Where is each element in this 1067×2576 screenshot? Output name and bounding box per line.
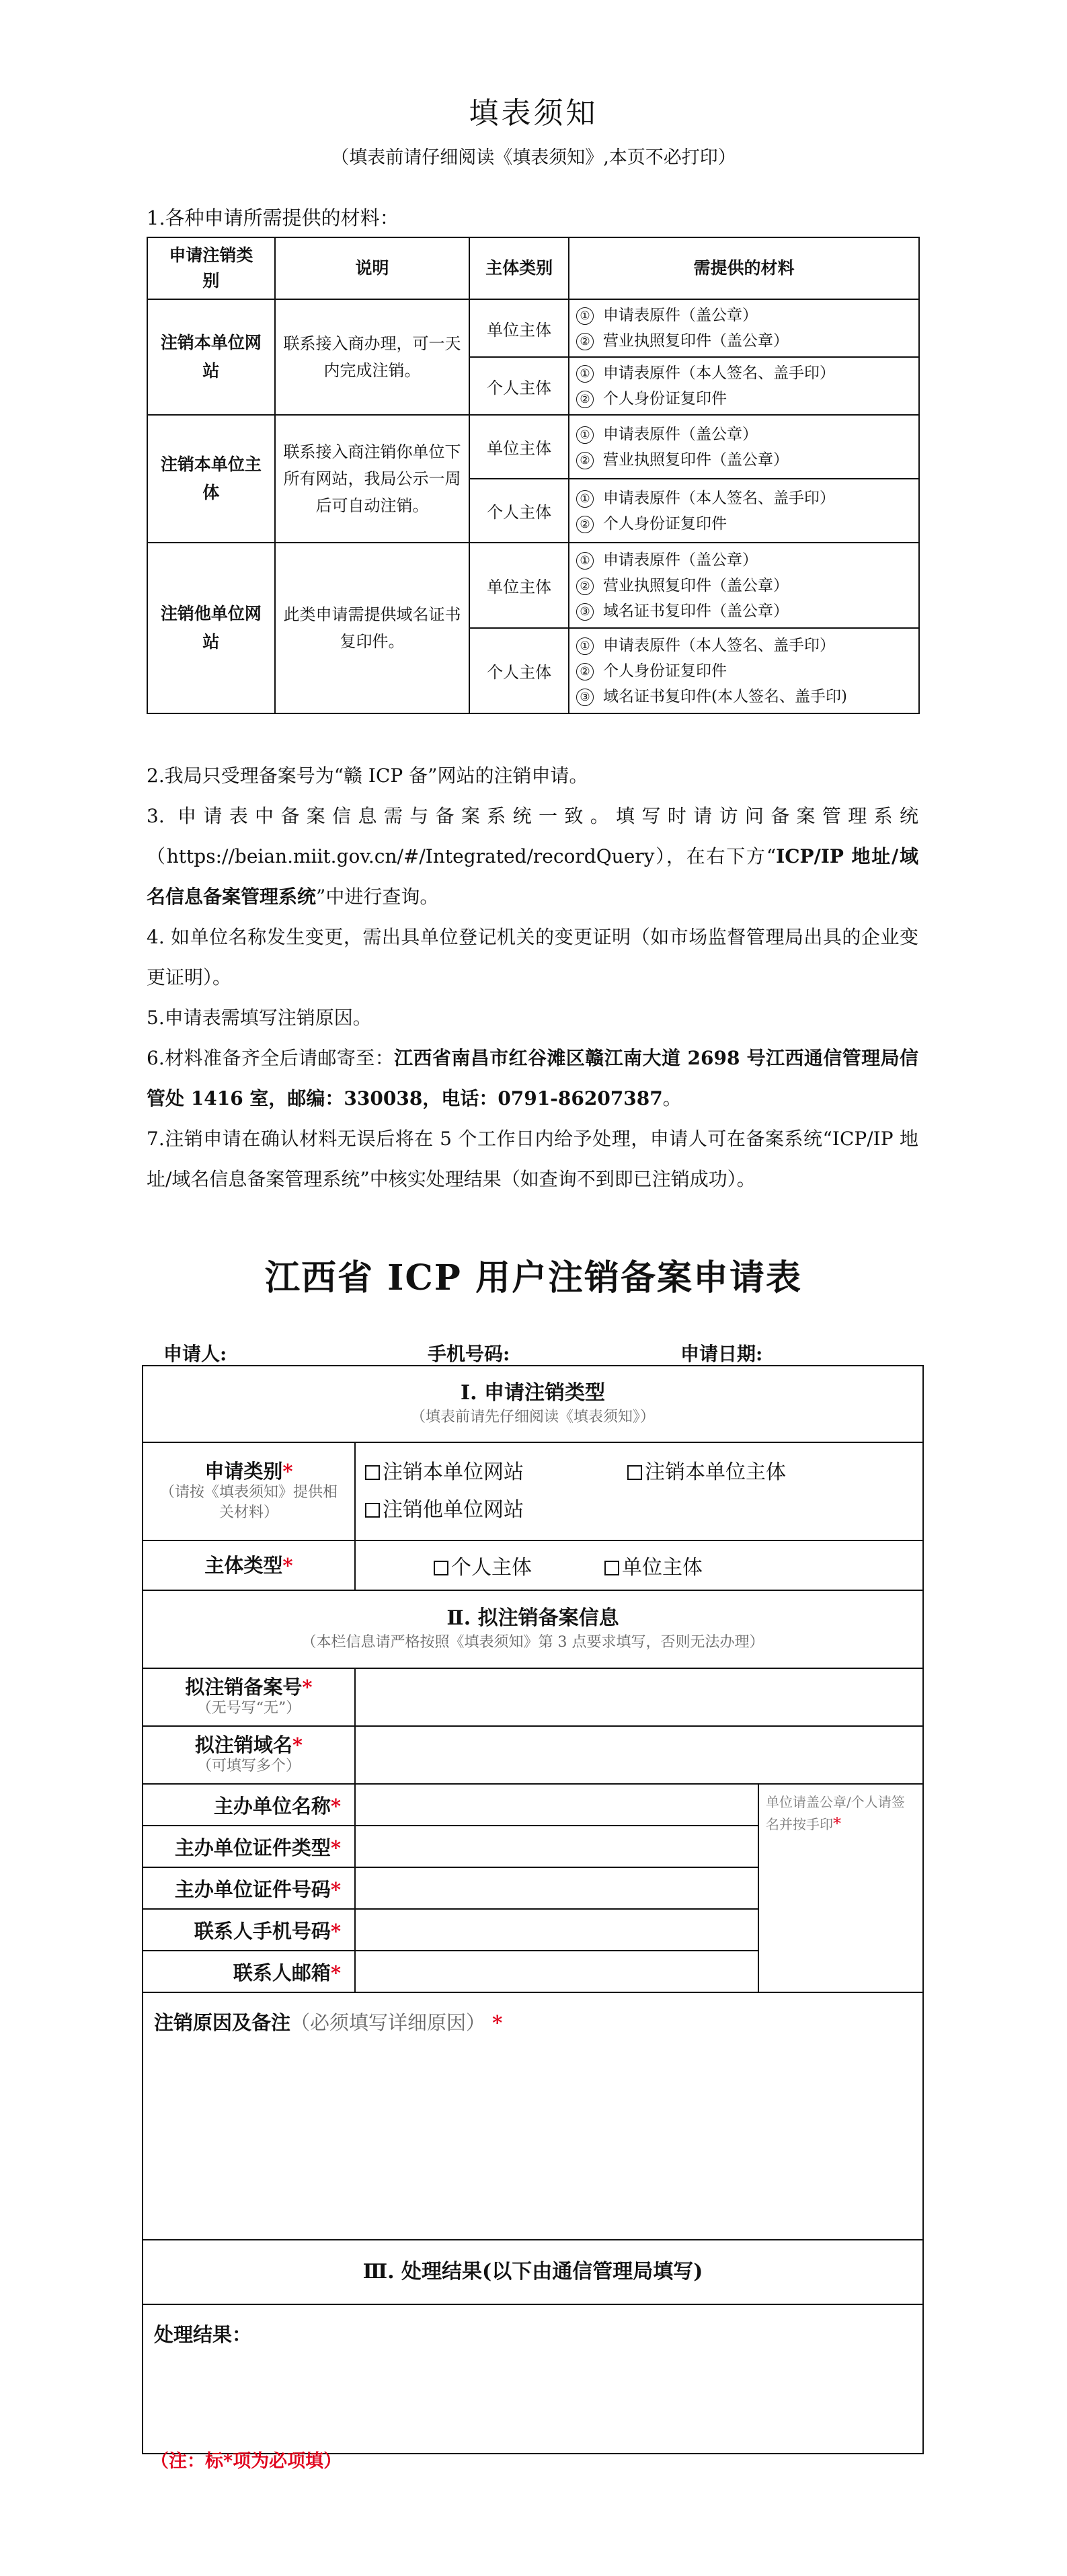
row-subject: 单位主体 xyxy=(469,415,569,479)
row-subject: 个人主体 xyxy=(469,357,569,415)
material-item: 个人身份证复印件 xyxy=(602,662,727,680)
footnote: （注：标*项为必项填） xyxy=(151,2451,342,2472)
material-item: 申请表原件（本人签名、盖手印） xyxy=(602,364,835,382)
required-star: * xyxy=(330,1961,341,1984)
circled-number: ① xyxy=(576,307,594,325)
stamp-note: 单位请盖公章/个人请签名并按手印 xyxy=(766,1794,905,1832)
header-category: 申请注销类别 xyxy=(147,237,275,299)
materials-table xyxy=(147,237,920,714)
date-label: 申请日期: xyxy=(680,1343,763,1365)
domain-hint: （可填写多个） xyxy=(196,1758,301,1774)
entity-label: 主体类型 xyxy=(204,1554,283,1577)
option-person[interactable] xyxy=(356,1551,584,1580)
checkbox-org[interactable] xyxy=(604,1561,619,1575)
materials-heading: 1.各种申请所需提供的材料： xyxy=(147,206,399,229)
required-star: * xyxy=(282,1460,293,1483)
note-3-system-name: ICP/IP 地址/域名信息备案管理系统 xyxy=(147,845,918,908)
result-cell xyxy=(143,2304,923,2454)
circled-number: ② xyxy=(576,663,594,680)
cert-type-input[interactable] xyxy=(355,1826,758,1867)
circled-number: ① xyxy=(576,490,594,508)
phone-label: 手机号码: xyxy=(428,1343,510,1365)
contact-phone-input[interactable] xyxy=(355,1909,758,1951)
record-no-input[interactable] xyxy=(355,1668,923,1726)
circled-number: ③ xyxy=(576,603,594,621)
row-materials xyxy=(569,299,919,357)
note-4: 4. 如单位名称发生变更，需出具单位登记机关的变更证明（如市场监督管理局出具的企业变更证明）。 xyxy=(147,926,918,988)
domain-label-cell xyxy=(143,1726,355,1784)
circled-number: ② xyxy=(576,391,594,408)
note-6-address: 江西省南昌市红谷滩区赣江南大道 2698 号江西通信管理局信管处 1416 室，邮编：330038，电话：0791-86207387 xyxy=(147,1047,918,1109)
material-item: 域名证书复印件（盖公章） xyxy=(602,602,789,620)
cert-no-label-cell xyxy=(143,1867,355,1909)
table-row xyxy=(147,543,919,628)
checkbox-other-site[interactable] xyxy=(365,1503,380,1518)
required-star: * xyxy=(492,2011,503,2034)
required-star: * xyxy=(330,1919,341,1943)
cert-type-label-cell xyxy=(143,1826,355,1867)
material-item: 营业执照复印件（盖公章） xyxy=(602,576,789,594)
row-materials xyxy=(569,479,919,543)
required-star: * xyxy=(330,1794,341,1818)
circled-number: ② xyxy=(576,578,594,595)
option-org[interactable] xyxy=(584,1551,703,1580)
section-3-header xyxy=(143,2240,923,2304)
note-3-text: 3. 申请表中备案信息需与备案系统一致。填写时请访问备案管理系统（https://beian.miit.gov.cn/#/Integrated/recordQuery），在右下方“ xyxy=(147,805,918,867)
row-category: 注销他单位网站 xyxy=(147,543,275,713)
row-subject: 个人主体 xyxy=(469,628,569,713)
application-form xyxy=(142,1365,924,2454)
header-subject: 主体类别 xyxy=(469,237,569,299)
row-desc: 联系接入商办理，可一天内完成注销。 xyxy=(275,299,470,415)
checkbox-own-site[interactable] xyxy=(365,1465,380,1480)
header-desc: 说明 xyxy=(275,237,470,299)
section-1-subtitle: （填表前请先仔细阅读《填表须知》） xyxy=(410,1409,655,1426)
entity-label-cell xyxy=(143,1540,355,1590)
org-name-label: 主办单位名称 xyxy=(213,1794,331,1818)
section-2-subtitle: （本栏信息请严格按照《填表须知》第 3 点要求填写，否则无法办理） xyxy=(301,1634,764,1651)
note-3-tail: ”中进行查询。 xyxy=(316,886,439,908)
required-star: * xyxy=(302,1676,313,1699)
option-person-label: 个人主体 xyxy=(451,1556,532,1579)
cert-no-input[interactable] xyxy=(355,1867,758,1909)
section-2-header xyxy=(143,1590,923,1668)
org-name-label-cell xyxy=(143,1784,355,1826)
material-item: 营业执照复印件（盖公章） xyxy=(602,332,789,350)
reason-cell[interactable] xyxy=(143,1992,923,2240)
circled-number: ② xyxy=(576,452,594,469)
record-no-label: 拟注销备案号 xyxy=(185,1676,303,1699)
row-materials xyxy=(569,415,919,479)
option-other-site-label: 注销他单位网站 xyxy=(383,1498,524,1522)
notice-subtitle: （填表前请仔细阅读《填表须知》,本页不必打印） xyxy=(331,147,736,168)
row-materials xyxy=(569,628,919,713)
option-own-site-label: 注销本单位网站 xyxy=(383,1460,524,1484)
note-6-tail: 。 xyxy=(662,1087,682,1109)
row-desc: 此类申请需提供域名证书复印件。 xyxy=(275,543,470,713)
row-category: 注销本单位主体 xyxy=(147,415,275,543)
section-2-title: Ⅱ. 拟注销备案信息 xyxy=(446,1606,619,1630)
option-own-entity-label: 注销本单位主体 xyxy=(645,1460,786,1484)
record-no-hint: （无号写“无”） xyxy=(196,1700,301,1717)
reason-hint: （必须填写详细原因） xyxy=(290,2011,486,2034)
category-label: 申请类别 xyxy=(204,1460,283,1483)
row-category: 注销本单位网站 xyxy=(147,299,275,415)
material-item: 申请表原件（盖公章） xyxy=(602,307,758,324)
domain-label: 拟注销域名 xyxy=(194,1733,292,1756)
row-subject: 单位主体 xyxy=(469,299,569,357)
material-item: 个人身份证复印件 xyxy=(602,390,727,407)
note-6 xyxy=(147,1038,918,1119)
section-1-header xyxy=(143,1366,923,1442)
required-star: * xyxy=(330,1836,341,1859)
material-item: 申请表原件（本人签名、盖手印） xyxy=(602,636,835,654)
row-materials xyxy=(569,543,919,628)
checkbox-own-entity[interactable] xyxy=(627,1465,642,1480)
checkbox-person[interactable] xyxy=(434,1561,448,1575)
section-3-title: Ⅲ. 处理结果(以下由通信管理局填写) xyxy=(362,2260,703,2284)
contact-email-label-cell xyxy=(143,1951,355,1992)
circled-number: ② xyxy=(576,333,594,350)
circled-number: ① xyxy=(576,365,594,383)
note-3 xyxy=(147,796,918,917)
option-org-label: 单位主体 xyxy=(622,1556,703,1579)
contact-email-label: 联系人邮箱 xyxy=(233,1961,331,1984)
required-star: * xyxy=(292,1733,303,1756)
option-own-entity[interactable] xyxy=(627,1454,786,1491)
form-title: 江西省 ICP 用户注销备案申请表 xyxy=(264,1257,803,1298)
header-materials: 需提供的材料 xyxy=(569,237,919,299)
cert-type-label: 主办单位证件类型 xyxy=(174,1836,331,1859)
reason-label: 注销原因及备注 xyxy=(154,2011,291,2034)
required-star: * xyxy=(833,1814,841,1833)
result-label: 处理结果： xyxy=(154,2323,252,2346)
contact-email-input[interactable] xyxy=(355,1951,758,1992)
circled-number: ③ xyxy=(576,689,594,706)
note-2: 2.我局只受理备案号为“赣 ICP 备”网站的注销申请。 xyxy=(147,765,588,787)
option-own-site[interactable] xyxy=(365,1454,627,1491)
material-item: 域名证书复印件(本人签名、盖手印) xyxy=(602,687,847,705)
circled-number: ② xyxy=(576,516,594,533)
material-item: 申请表原件（盖公章） xyxy=(602,551,758,569)
record-no-label-cell xyxy=(143,1668,355,1726)
row-materials xyxy=(569,357,919,415)
circled-number: ① xyxy=(576,637,594,655)
notice-title: 填表须知 xyxy=(469,96,598,130)
contact-phone-label: 联系人手机号码 xyxy=(194,1919,331,1943)
contact-phone-label-cell xyxy=(143,1909,355,1951)
category-hint: （请按《填表须知》提供相关材料） xyxy=(159,1484,338,1521)
cert-no-label: 主办单位证件号码 xyxy=(174,1877,331,1901)
circled-number: ① xyxy=(576,426,594,444)
applicant-label: 申请人: xyxy=(163,1343,227,1365)
option-other-site[interactable] xyxy=(365,1491,922,1529)
materials-table-header xyxy=(147,237,919,299)
row-desc: 联系接入商注销你单位下所有网站，我局公示一周后可自动注销。 xyxy=(275,415,470,543)
org-name-input[interactable] xyxy=(355,1784,758,1826)
note-6-text: 6.材料准备齐全后请邮寄至： xyxy=(147,1047,395,1069)
material-item: 申请表原件（本人签名、盖手印） xyxy=(602,489,835,507)
row-subject: 单位主体 xyxy=(469,543,569,628)
category-label-cell xyxy=(143,1442,355,1540)
required-star: * xyxy=(282,1554,293,1577)
required-star: * xyxy=(330,1877,341,1901)
material-item: 个人身份证复印件 xyxy=(602,514,727,533)
table-row xyxy=(147,415,919,479)
domain-input[interactable] xyxy=(355,1726,923,1784)
stamp-area[interactable] xyxy=(758,1784,923,1992)
note-5: 5.申请表需填写注销原因。 xyxy=(147,1007,372,1029)
circled-number: ① xyxy=(576,552,594,570)
entity-options xyxy=(355,1540,923,1590)
row-subject: 个人主体 xyxy=(469,479,569,543)
section-1-title: Ⅰ. 申请注销类型 xyxy=(461,1381,605,1405)
table-row xyxy=(147,299,919,357)
material-item: 申请表原件（盖公章） xyxy=(602,425,758,443)
category-options xyxy=(355,1442,923,1540)
material-item: 营业执照复印件（盖公章） xyxy=(602,451,789,469)
note-7: 7.注销申请在确认材料无误后将在 5 个工作日内给予处理，申请人可在备案系统“ICP/IP 地址/域名信息备案管理系统”中核实处理结果（如查询不到即已注销成功）。 xyxy=(147,1128,918,1190)
